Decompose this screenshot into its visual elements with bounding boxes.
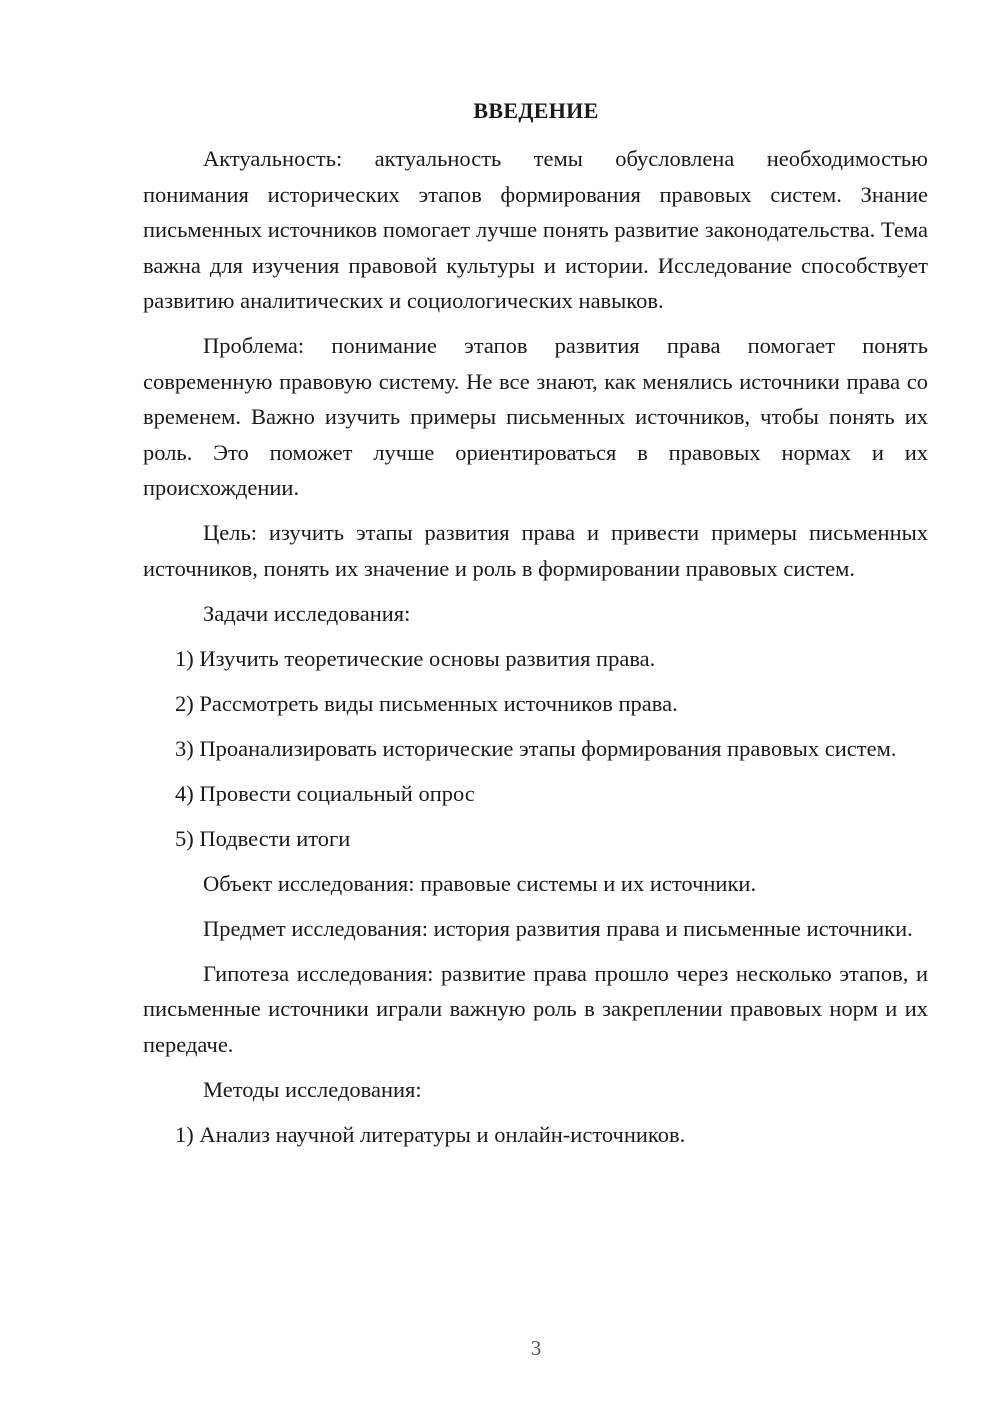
task-item-4: 4) Провести социальный опрос (175, 780, 475, 806)
task-item-2: 2) Рассмотреть виды письменных источников права. (175, 690, 678, 716)
paragraph-object: Объект исследования: правовые системы и их источники. (203, 870, 757, 896)
method-item-1: 1) Анализ научной литературы и онлайн-источников. (175, 1121, 686, 1147)
page-number: 3 (530, 1336, 542, 1360)
task-item-1: 1) Изучить теоретические основы развития права. (175, 645, 656, 671)
task-item-3: 3) Проанализировать исторические этапы формирования правовых систем. (175, 735, 897, 761)
paragraph-subject: Предмет исследования: история развития права и письменные источники. (203, 915, 913, 941)
page-title: ВВЕДЕНИЕ (473, 98, 599, 123)
paragraph-relevance: Актуальность: актуальность темы обусловлена необходимостью понимания исторических этапов формирования правовых систем. Знание письменных источников помогает лучше понять развитие законодательства. Тема важна для изучения правовой культуры и истории. Исследование способствует развитию аналитических и социологических навыков. (143, 146, 928, 313)
paragraph-goal: Цель: изучить этапы развития права и привести примеры письменных источников, понять их значение и роль в формировании правовых систем. (143, 520, 928, 581)
paragraph-tasks-heading: Задачи исследования: (203, 600, 411, 626)
body-text (143, 141, 928, 1162)
paragraph-hypothesis: Гипотеза исследования: развитие права прошло через несколько этапов, и письменные источники играли важную роль в закреплении правовых норм и их передаче. (143, 960, 928, 1057)
task-item-5: 5) Подвести итоги (175, 825, 351, 851)
paragraph-problem: Проблема: понимание этапов развития права помогает понять современную правовую систему. Не все знают, как менялись источники права со временем. Важно изучить примеры письменных источников, чтобы понять их роль. Это поможет лучше ориентироваться в правовых нормах и их происхождении. (143, 333, 928, 500)
paragraph-methods-heading: Методы исследования: (203, 1076, 422, 1102)
